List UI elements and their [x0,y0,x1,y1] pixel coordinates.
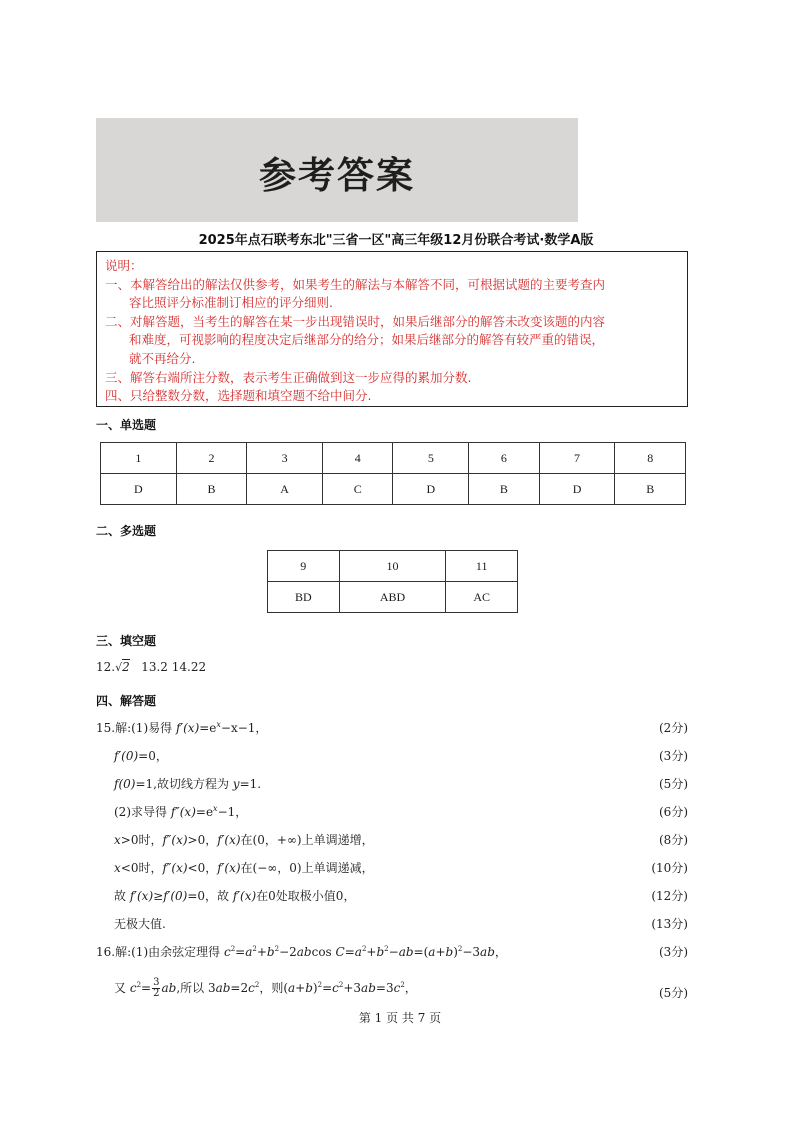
math: =2 [230,981,249,995]
notes-heading: 说明： [105,258,143,273]
text: <0， [187,861,218,875]
math: f′(x) [175,721,200,735]
q15-line-1 [96,719,267,736]
score: (5分) [659,986,688,1000]
note-2 [105,313,679,369]
note-3: 三、解答右端所注分数，表示考生正确做到这一步应得的累加分数. [105,369,472,385]
table-cell: D [539,474,615,505]
score: (13分) [651,917,688,931]
math: ab [296,945,312,959]
math: f′(x) [232,889,257,903]
text: ,所以 3 [176,981,216,995]
q16-line-2 [114,978,417,999]
text: 15.解:(1)易得 [96,721,176,735]
table-cell: B [615,474,686,505]
banner-title: 参考答案 [259,153,415,197]
math: b [445,945,454,959]
math-sup: 2 [230,945,236,953]
table-cell: A [247,474,323,505]
section-fill-blank: 三、填空题 [96,634,157,648]
fraction-denominator: 2 [153,988,160,999]
table-cell: B [469,474,540,505]
math: ab [361,981,376,995]
table-cell: 9 [268,551,340,582]
math-sup: 2 [400,981,405,989]
math: y [232,777,240,791]
multi-choice-table [267,550,518,613]
fraction-numerator: 3 [153,977,160,988]
math: ， [404,981,417,995]
math: ) [453,945,458,959]
fill-blank-answers [96,660,206,674]
math: −2 [279,945,297,959]
score: (5分) [659,777,688,791]
math: f′(x) [129,889,154,903]
text: 在(0，+∞)上单调递增， [240,833,374,847]
math: ≥ [153,889,164,903]
fraction [152,978,160,999]
answer-banner [96,118,578,222]
math: c [393,981,401,995]
score: (2分) [659,721,688,735]
math: −1， [217,805,248,819]
math-sup: 2 [361,945,367,953]
score: (10分) [651,861,688,875]
math-sup: 2 [317,981,323,989]
math: ab [161,981,177,995]
q15-line-3 [114,775,261,792]
math: + [366,945,377,959]
q15-line-4 [114,803,247,820]
math: f″(x) [162,833,188,847]
math: = [344,945,355,959]
single-choice-table [100,442,686,505]
q15-line-7 [114,887,355,904]
score: (3分) [659,749,688,763]
math: ) [312,981,318,995]
math-sup: x [213,804,218,813]
text: (2)求导得 [114,805,171,819]
score: (3分) [659,945,688,959]
table-cell: AC [446,582,518,613]
table-cell: D [393,474,469,505]
text: =0，故 [187,889,233,903]
text: ，则( [259,981,289,995]
table-cell: 2 [176,443,247,474]
number-row [101,443,686,474]
math-sup: 2 [384,945,389,953]
table-cell: B [176,474,247,505]
table-cell: ABD [339,582,446,613]
math: =e [199,721,217,735]
text: 在0处取极小值0， [256,889,356,903]
math: f′(x) [217,833,241,847]
table-cell: 6 [469,443,540,474]
section-single-choice: 一、单选题 [96,418,157,432]
q15-line-8: 无极大值. [114,917,166,931]
math: C [335,945,345,959]
note-line: 容比照评分标准制订相应的评分细则. [129,295,333,311]
page-footer: 第 1 页 共 7 页 [358,1011,442,1025]
table-cell: D [101,474,177,505]
text: 16.解:(1)由余弦定理得 [96,945,224,959]
section-solutions: 四、解答题 [96,694,157,708]
q15-line-6 [114,859,374,876]
table-cell: 10 [339,551,446,582]
table-cell: 8 [615,443,686,474]
math: =e [195,805,214,819]
math: cos [311,945,336,959]
math: f′(0) [163,889,188,903]
math: =( [413,945,429,959]
math-sup: 2 [457,945,463,953]
math: = [141,981,152,995]
math: x [114,833,121,847]
number-row [268,551,518,582]
table-cell: BD [268,582,340,613]
note-line: 和难度，可视影响的程度决定后继部分的给分；如果后继部分的解答有较严重的错误， [129,332,605,348]
score: (6分) [659,805,688,819]
table-cell: 3 [247,443,323,474]
q16-line-1 [96,943,507,960]
q12-label: 12. [96,660,116,674]
math: + [435,945,446,959]
note-line: 一、本解答给出的解法仅供参考，如果考生的解法与本解答不同，可根据试题的主要考查内 [105,276,606,292]
q15-line-2 [114,747,168,764]
score: (12分) [651,889,688,903]
text: 在(−∞，0)上单调递减， [240,861,374,875]
note-1 [105,276,679,313]
math: −x−1， [220,721,268,735]
note-line: 就不再给分. [129,350,196,366]
math-sup: 2 [252,945,257,953]
math: ab [398,945,414,959]
q13-q14-answers: 13.2 14.22 [141,660,207,674]
math-sup: x [216,720,221,729]
math: f′(x) [217,861,241,875]
score: (8分) [659,833,688,847]
math: ab [480,945,495,959]
math: f′(0) [114,749,139,763]
q15-line-5 [114,831,374,848]
text: <0时， [120,861,163,875]
math: a [428,945,436,959]
math-sup: 2 [338,981,344,989]
math: ab [215,981,231,995]
math: a [245,945,253,959]
text: 又 [114,981,130,995]
note-4: 四、只给整数分数，选择题和填空题不给中间分. [105,388,372,404]
answer-row [101,474,686,505]
q12-value: 2 [122,660,130,674]
note-line: 二、对解答题，当考生的解答在某一步出现错误时，如果后继部分的解答未改变该题的内容 [105,313,606,329]
notes-box [96,251,688,407]
math: a [354,945,362,959]
math: b [376,945,385,959]
math: c [223,945,231,959]
math-sup: 2 [254,981,260,989]
table-cell: 7 [539,443,615,474]
math: +3 [343,981,362,995]
math: = [235,945,246,959]
math: f″(x) [170,805,196,819]
math: ， [494,945,507,959]
math: b [266,945,275,959]
math: c [129,981,137,995]
sqrt-symbol: √ [115,661,123,674]
table-cell: C [322,474,393,505]
text: >0， [187,833,218,847]
math: c [332,981,339,995]
exam-title: 2025年点石联考东北"三省一区"高三年级12月份联合考试·数学A版 [198,233,594,248]
table-cell: 4 [322,443,393,474]
section-multi-choice: 二、多选题 [96,524,157,538]
math: + [256,945,267,959]
math-sup: 2 [274,945,280,953]
math: + [295,981,306,995]
math: =3 [375,981,394,995]
math: = [322,981,333,995]
math: x [114,861,121,875]
math: =0， [138,749,168,763]
table-cell: 11 [446,551,518,582]
math-sup: 2 [136,981,142,989]
answer-row [268,582,518,613]
math: − [388,945,399,959]
text: =1,故切线方程为 [135,777,233,791]
text: 故 [114,889,130,903]
math: −3 [462,945,481,959]
table-cell: 5 [393,443,469,474]
math: c [248,981,255,995]
math: f″(x) [162,861,188,875]
math: =1. [239,777,262,791]
math: f(0) [114,777,136,791]
math: a [288,981,296,995]
math: b [305,981,313,995]
table-cell: 1 [101,443,177,474]
text: >0时， [120,833,163,847]
